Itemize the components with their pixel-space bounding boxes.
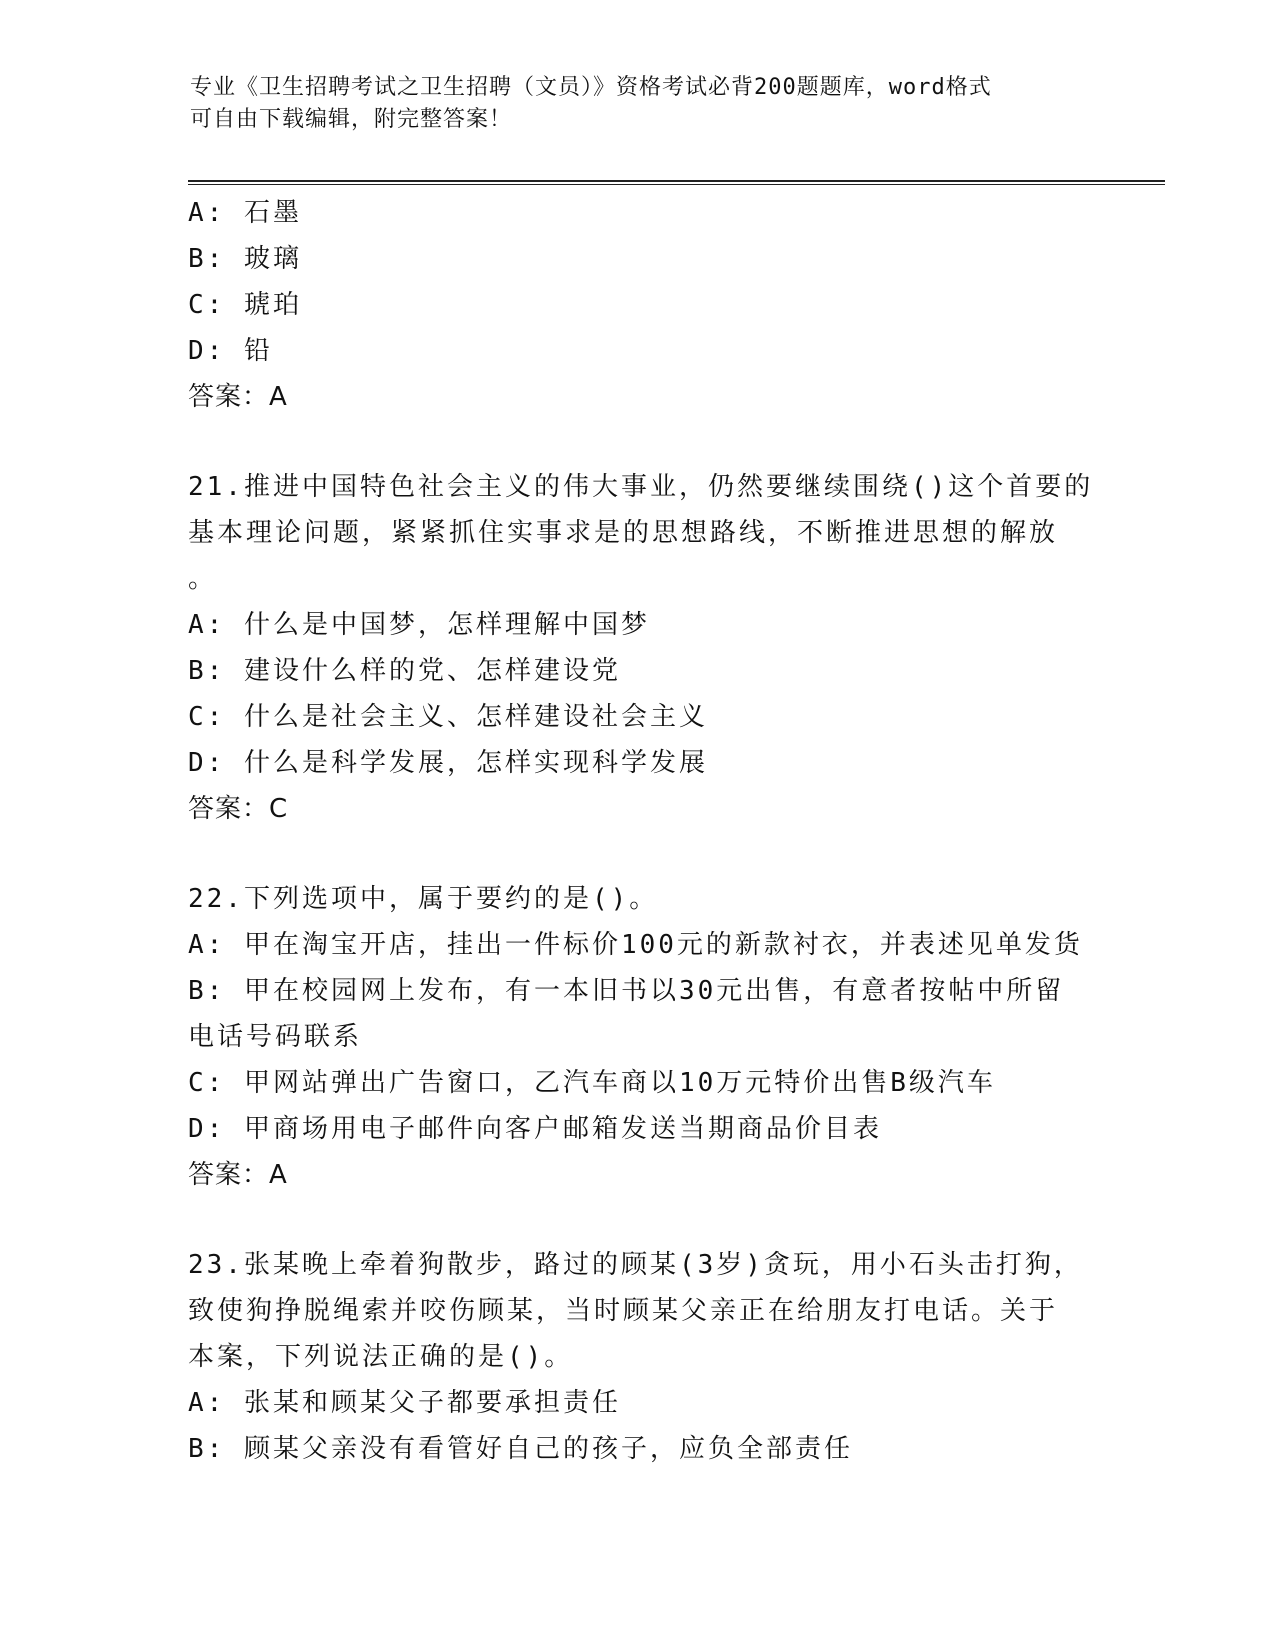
option-d: D: 甲商场用电子邮件向客户邮箱发送当期商品价目表 [188, 1114, 882, 1144]
option-c: C: 琥珀 [188, 290, 302, 320]
question-stem-line: 23.张某晚上牵着狗散步，路过的顾某(3岁)贪玩，用小石头击打狗， [188, 1250, 1083, 1280]
option-b: B: 甲在校园网上发布，有一本旧书以30元出售，有意者按帖中所留 [188, 976, 1065, 1006]
question-22 [188, 876, 1088, 1198]
option-b: B: 顾某父亲没有看管好自己的孩子，应负全部责任 [188, 1434, 853, 1464]
spacer [188, 832, 1088, 876]
question-list [188, 190, 1094, 1472]
answer-label: 答案：A [188, 1160, 288, 1190]
spacer [188, 420, 1088, 464]
header-divider-thick [188, 180, 1165, 182]
option-d: D: 什么是科学发展，怎样实现科学发展 [188, 748, 708, 778]
question-stem-line: 。 [188, 564, 218, 594]
question-21 [188, 464, 1094, 832]
option-b: B: 玻璃 [188, 244, 302, 274]
option-c: C: 什么是社会主义、怎样建设社会主义 [188, 702, 708, 732]
option-d: D: 铅 [188, 336, 273, 366]
question-stem-line: 基本理论问题，紧紧抓住实事求是的思想路线，不断推进思想的解放 [188, 518, 1059, 548]
option-a: A: 什么是中国梦，怎样理解中国梦 [188, 610, 650, 640]
header-divider-thin [188, 184, 1165, 185]
answer-label: 答案：A [188, 382, 288, 412]
question-stem-line: 22.下列选项中，属于要约的是()。 [188, 884, 659, 914]
option-a: A: 石墨 [188, 198, 302, 228]
question-stem-line: 致使狗挣脱绳索并咬伤顾某，当时顾某父亲正在给朋友打电话。关于 [188, 1296, 1059, 1326]
option-b: B: 建设什么样的党、怎样建设党 [188, 656, 621, 686]
question-stem-line: 本案，下列说法正确的是()。 [188, 1342, 574, 1372]
question-20 [188, 190, 1088, 420]
option-b-continued: 电话号码联系 [188, 1022, 363, 1052]
spacer [188, 1198, 1088, 1242]
option-a: A: 张某和顾某父子都要承担责任 [188, 1388, 621, 1418]
document-header [190, 72, 1070, 136]
question-stem-line: 21.推进中国特色社会主义的伟大事业，仍然要继续围绕()这个首要的 [188, 472, 1094, 502]
option-c: C: 甲网站弹出广告窗口，乙汽车商以10万元特价出售B级汽车 [188, 1068, 996, 1098]
answer-label: 答案：C [188, 794, 289, 824]
header-line-1: 专业《卫生招聘考试之卫生招聘（文员）》资格考试必背200题题库，word格式 [190, 75, 992, 100]
question-23 [188, 1242, 1088, 1472]
option-a: A: 甲在淘宝开店，挂出一件标价100元的新款衬衣，并表述见单发货 [188, 930, 1083, 960]
header-line-2: 可自由下载编辑，附完整答案！ [190, 107, 513, 132]
